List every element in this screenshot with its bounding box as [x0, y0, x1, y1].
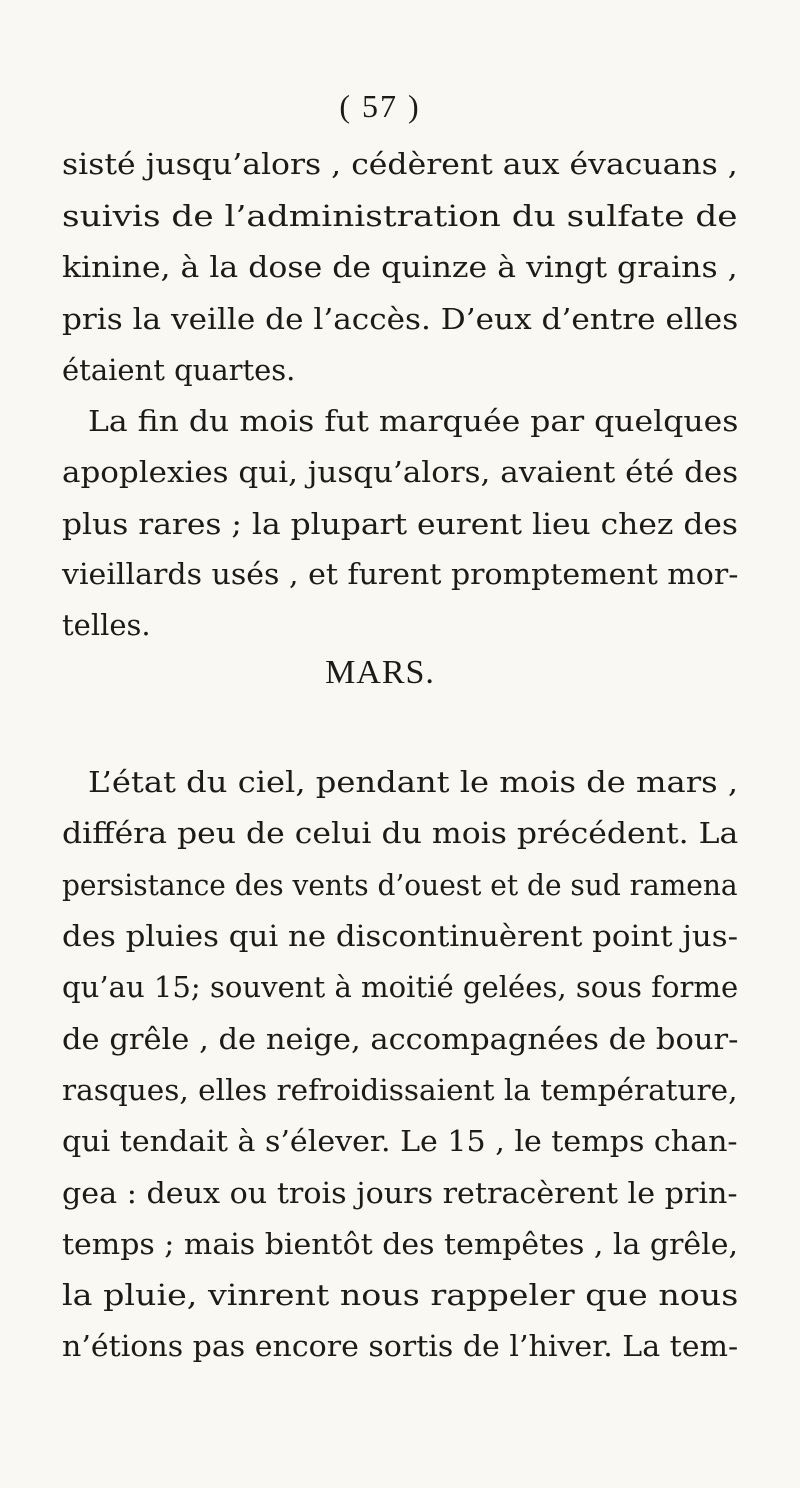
text-line: telles. — [62, 608, 151, 642]
text-line: persistance des vents d’ouest et de sud ramena — [62, 868, 738, 902]
text-line: gea : deux ou trois jours retracèrent le prin- — [62, 1176, 738, 1210]
text-line: de grêle , de neige, accompagnées de bour- — [62, 1022, 739, 1056]
text-line: L’état du ciel, pendant le mois de mars , — [88, 765, 739, 799]
text-line: des pluies qui ne discontinuèrent point jus- — [62, 919, 739, 953]
text-line: vieillards usés , et furent promptement mor- — [62, 557, 739, 591]
text-line: kinine, à la dose de quinze à vingt grains , — [62, 250, 738, 284]
section-heading: MARS. — [325, 654, 435, 691]
text-line: étaient quartes. — [62, 353, 296, 387]
text-line: différa peu de celui du mois précédent. La — [62, 816, 739, 850]
text-line: pris la veille de l’accès. D’eux d’entre elles — [62, 302, 739, 336]
text-line: apoplexies qui, jusqu’alors, avaient été des — [62, 455, 739, 489]
text-line: temps ; mais bientôt des tempêtes , la grêle, — [62, 1227, 739, 1261]
text-line: suivis de l’administration du sulfate de — [62, 199, 738, 233]
text-line: rasques, elles refroidissaient la température, — [62, 1073, 738, 1107]
text-line: sisté jusqu’alors , cédèrent aux évacuans , — [62, 147, 738, 181]
text-line: qu’au 15; souvent à moitié gelées, sous forme — [62, 970, 739, 1004]
text-line: la pluie, vinrent nous rappeler que nous — [62, 1278, 739, 1312]
text-line: plus rares ; la plupart eurent lieu chez des — [62, 507, 739, 541]
text-line: n’étions pas encore sortis de l’hiver. La tem- — [62, 1329, 739, 1363]
text-line: qui tendait à s’élever. Le 15 , le temps chan- — [62, 1124, 738, 1158]
page-number: ( 57 ) — [339, 88, 421, 124]
text-line: La fin du mois fut marquée par quelques — [88, 404, 739, 438]
